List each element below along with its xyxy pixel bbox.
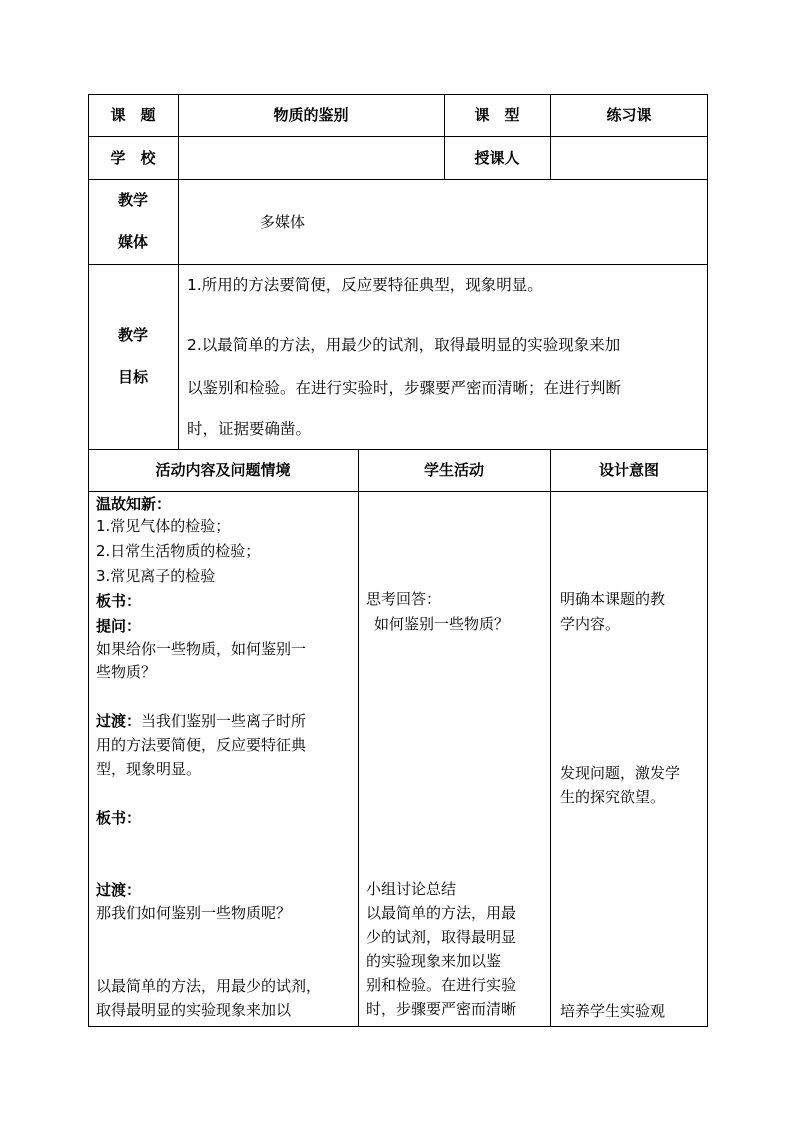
table-row-divider — [88, 179, 708, 180]
transition-1-line: 型，现象明显。 — [96, 760, 202, 778]
table-row-divider — [88, 449, 708, 450]
lesson-type-value: 练习课 — [606, 106, 652, 124]
group-line: 时，步骤要严密而清晰 — [366, 1000, 517, 1018]
school-label: 学 校 — [110, 149, 156, 167]
column-header-activity: 活动内容及问题情境 — [155, 461, 291, 479]
design-intent-line: 学内容。 — [560, 615, 621, 633]
group-line: 别和检验。在进行实验 — [366, 976, 517, 994]
transition-1-title: 过渡： — [96, 712, 142, 730]
goal-label-line2: 目标 — [117, 368, 148, 386]
transition-1-line: 用的方法要简便，反应要特征典 — [96, 736, 307, 754]
transition-2-title: 过渡： — [96, 881, 142, 899]
table-col-divider — [358, 449, 359, 1027]
transition-2-text: 那我们如何鉴别一些物质呢？ — [96, 904, 292, 922]
teacher-label: 授课人 — [474, 149, 520, 167]
design-intent-line: 生的探究欲望。 — [560, 788, 666, 806]
question-line: 些物质？ — [96, 663, 157, 681]
goal-label-line1: 教学 — [117, 326, 148, 344]
review-title: 温故知新： — [96, 495, 172, 513]
table-col-divider — [550, 449, 551, 1027]
topic-value: 物质的鉴别 — [273, 106, 349, 124]
media-label-line2: 媒体 — [117, 233, 148, 251]
media-value: 多媒体 — [260, 213, 306, 231]
table-border-bottom — [88, 1026, 708, 1027]
topic-label: 课 题 — [110, 106, 156, 124]
table-row-divider — [88, 264, 708, 265]
think-text: 如何鉴别一些物质？ — [374, 615, 510, 633]
goal-2-line1: 2.以最简单的方法，用最少的试剂，取得最明显的实验现象来加 — [187, 336, 621, 354]
lesson-plan-table — [88, 94, 708, 1027]
goal-2-line2: 以鉴别和检验。在进行实验时，步骤要严密而清晰；在进行判断 — [187, 379, 622, 397]
review-item: 2.日常生活物质的检验； — [96, 542, 261, 560]
table-row-divider — [88, 136, 708, 137]
board-label: 板书： — [96, 592, 142, 610]
question-title: 提问： — [96, 617, 142, 635]
column-header-student: 学生活动 — [423, 461, 484, 479]
design-intent-line: 培养学生实验观 — [560, 1002, 666, 1020]
transition-1 — [96, 710, 306, 732]
board-label: 板书： — [96, 809, 142, 827]
lesson-type-label: 课 型 — [474, 106, 520, 124]
goal-1: 1.所用的方法要简便，反应要特征典型，现象明显。 — [187, 276, 543, 294]
group-line: 的实验现象来加以鉴 — [366, 952, 502, 970]
method-line: 取得最明显的实验现象来加以 — [96, 1001, 292, 1019]
design-intent-line: 发现问题，激发学 — [560, 764, 681, 782]
goal-2-line3: 时，证据要确凿。 — [187, 420, 312, 438]
group-line: 少的试剂，取得最明显 — [366, 928, 517, 946]
question-line: 如果给你一些物质，如何鉴别一 — [96, 640, 307, 658]
table-border-right — [707, 94, 708, 1027]
table-row-divider — [88, 491, 708, 492]
transition-1-first: 当我们鉴别一些离子时所 — [141, 712, 307, 730]
table-border-top — [88, 94, 708, 95]
method-line: 以最简单的方法，用最少的试剂， — [96, 977, 322, 995]
group-line: 以最简单的方法，用最 — [366, 904, 517, 922]
review-item: 1.常见气体的检验； — [96, 517, 231, 535]
column-header-design: 设计意图 — [598, 461, 659, 479]
table-col-divider — [178, 94, 179, 450]
think-title: 思考回答： — [366, 590, 442, 608]
review-item: 3.常见离子的检验 — [96, 567, 216, 585]
group-title: 小组讨论总结 — [366, 880, 457, 898]
design-intent-line: 明确本课题的教 — [560, 590, 666, 608]
media-label-line1: 教学 — [117, 191, 148, 209]
